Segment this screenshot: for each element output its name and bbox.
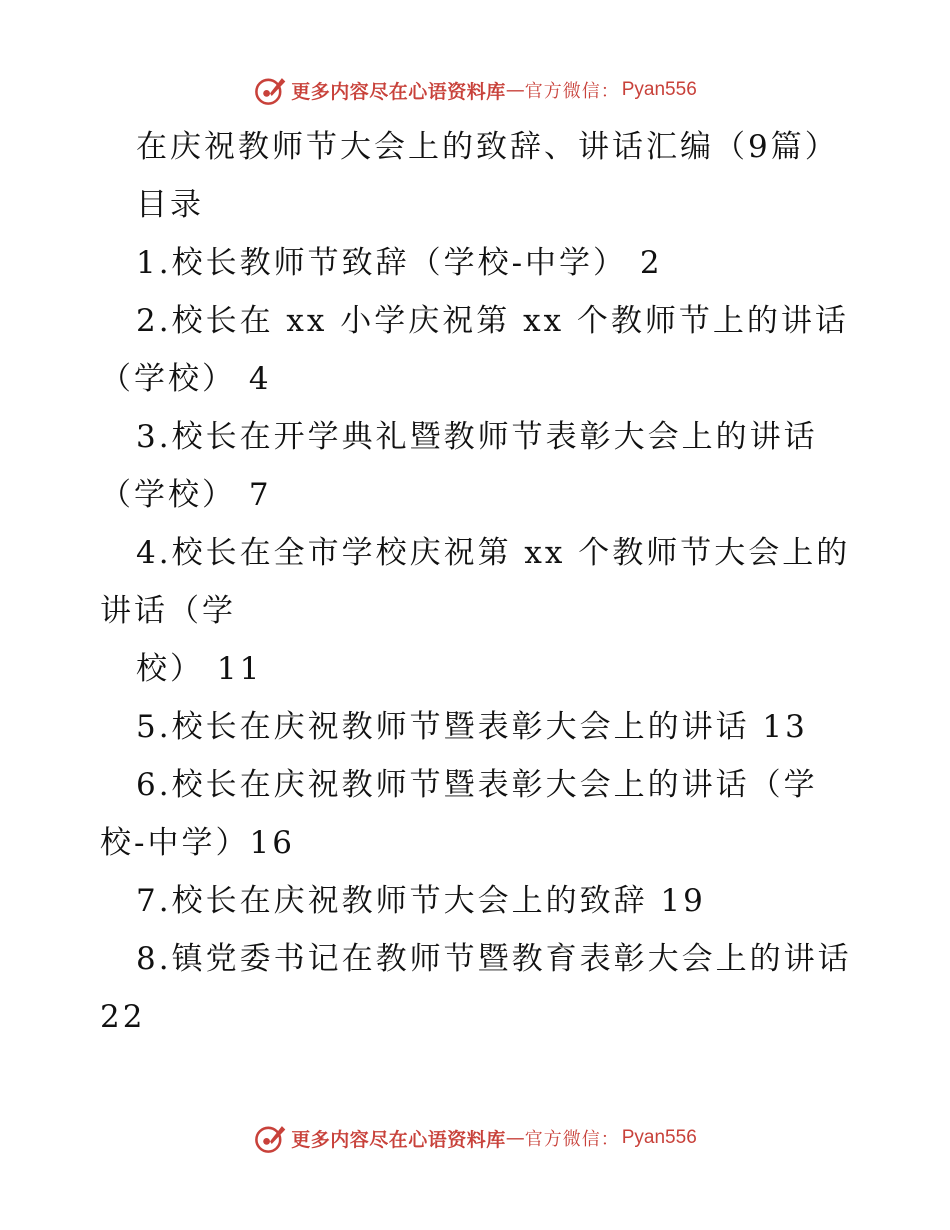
toc-line: 22	[100, 999, 146, 1035]
header-watermark-separator: —	[505, 79, 525, 101]
toc-line: 7.校长在庆祝教师节大会上的致辞 19	[136, 883, 706, 919]
document-body	[100, 118, 860, 1046]
toc-line: 6.校长在庆祝教师节暨表彰大会上的讲话（学	[136, 767, 818, 803]
header-watermark-wechat-label: 官方微信：	[524, 81, 620, 102]
toc-line: （学校） 7	[100, 477, 272, 513]
toc-line: （学校） 4	[100, 361, 272, 397]
footer-watermark-separator: —	[505, 1127, 525, 1149]
toc-line: 4.校长在全市学校庆祝第 xx 个教师节大会上的	[136, 535, 851, 571]
toc-heading: 目录	[136, 187, 204, 223]
document-title: 在庆祝教师节大会上的致辞、讲话汇编（9篇）	[136, 129, 839, 165]
toc-line: 2.校长在 xx 小学庆祝第 xx 个教师节上的讲话	[136, 303, 849, 339]
toc-line: 8.镇党委书记在教师节暨教育表彰大会上的讲话	[136, 941, 852, 977]
footer-watermark-wechat-label: 官方微信：	[524, 1129, 620, 1150]
toc-line: 1.校长教师节致辞（学校-中学） 2	[136, 245, 663, 281]
pen-nib-logo-icon	[253, 1121, 287, 1155]
header-watermark-text: 更多内容尽在心语资料库	[291, 80, 506, 103]
toc-line: 5.校长在庆祝教师节暨表彰大会上的讲话 13	[136, 709, 808, 745]
toc-line: 3.校长在开学典礼暨教师节表彰大会上的讲话	[136, 419, 818, 455]
toc-line: 讲话（学	[100, 593, 236, 629]
footer-watermark-text: 更多内容尽在心语资料库	[291, 1128, 506, 1151]
toc-line: 校） 11	[136, 651, 263, 687]
toc-line: 校-中学）16	[100, 825, 295, 861]
header-watermark	[0, 70, 950, 110]
footer-watermark-wechat-id: Pyan556	[621, 1127, 697, 1148]
footer-watermark	[0, 1118, 950, 1158]
header-watermark-wechat-id: Pyan556	[621, 79, 697, 100]
pen-nib-logo-icon	[253, 73, 287, 107]
